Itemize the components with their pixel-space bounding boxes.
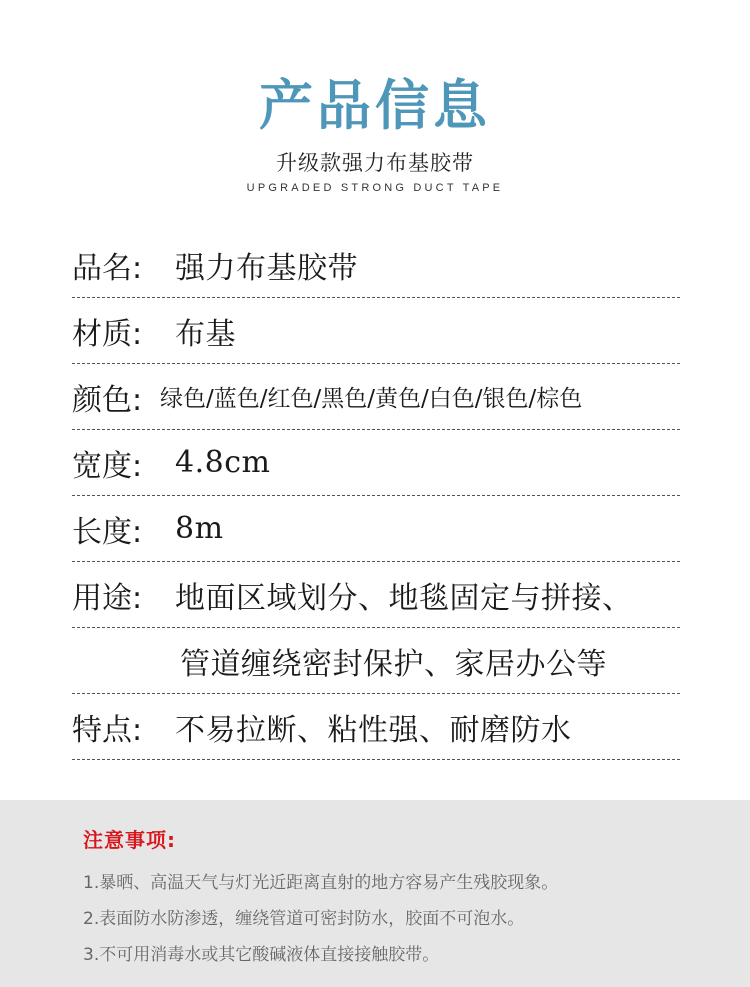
spec-label-color: 颜色:	[72, 382, 143, 418]
spec-row-feature	[72, 694, 680, 760]
spec-label-length: 长度:	[72, 514, 143, 550]
spec-value-width: 4.8cm	[175, 445, 271, 480]
spec-value-feature: 不易拉断、粘性强、耐磨防水	[175, 712, 572, 748]
spec-list	[72, 232, 680, 760]
spec-row-usage	[72, 562, 680, 628]
spec-value-name: 强力布基胶带	[175, 250, 358, 286]
notice-title: 注意事项:	[83, 828, 176, 852]
spec-row-length	[72, 496, 680, 562]
spec-row-width	[72, 430, 680, 496]
spec-row-color	[72, 364, 680, 430]
page-title: 产品信息	[259, 74, 491, 137]
spec-value-length: 8m	[175, 511, 224, 546]
spec-label-name: 品名:	[72, 250, 143, 286]
notice-item: 1.暴晒、高温天气与灯光近距离直射的地方容易产生残胶现象。	[83, 873, 559, 893]
spec-value-usage-line2: 管道缠绕密封保护、家居办公等	[180, 646, 607, 682]
spec-label-material: 材质:	[72, 316, 143, 352]
spec-label-feature: 特点:	[72, 712, 143, 748]
notice-panel	[0, 800, 750, 987]
product-subtitle-english: UPGRADED STRONG DUCT TAPE	[246, 182, 504, 194]
spec-value-color: 绿色/蓝色/红色/黑色/黄色/白色/银色/棕色	[160, 386, 583, 412]
spec-label-usage: 用途:	[72, 580, 143, 616]
spec-row-material	[72, 298, 680, 364]
product-subtitle: 升级款强力布基胶带	[276, 151, 474, 175]
notice-item: 3.不可用消毒水或其它酸碱液体直接接触胶带。	[83, 945, 440, 965]
notice-item: 2.表面防水防渗透，缠绕管道可密封防水，胶面不可泡水。	[83, 909, 525, 929]
spec-row-name	[72, 232, 680, 298]
spec-label-width: 宽度:	[72, 448, 143, 484]
spec-row-usage-continued	[72, 628, 680, 694]
spec-value-usage-line1: 地面区域划分、地毯固定与拼接、	[175, 580, 633, 616]
spec-value-material: 布基	[175, 316, 236, 352]
